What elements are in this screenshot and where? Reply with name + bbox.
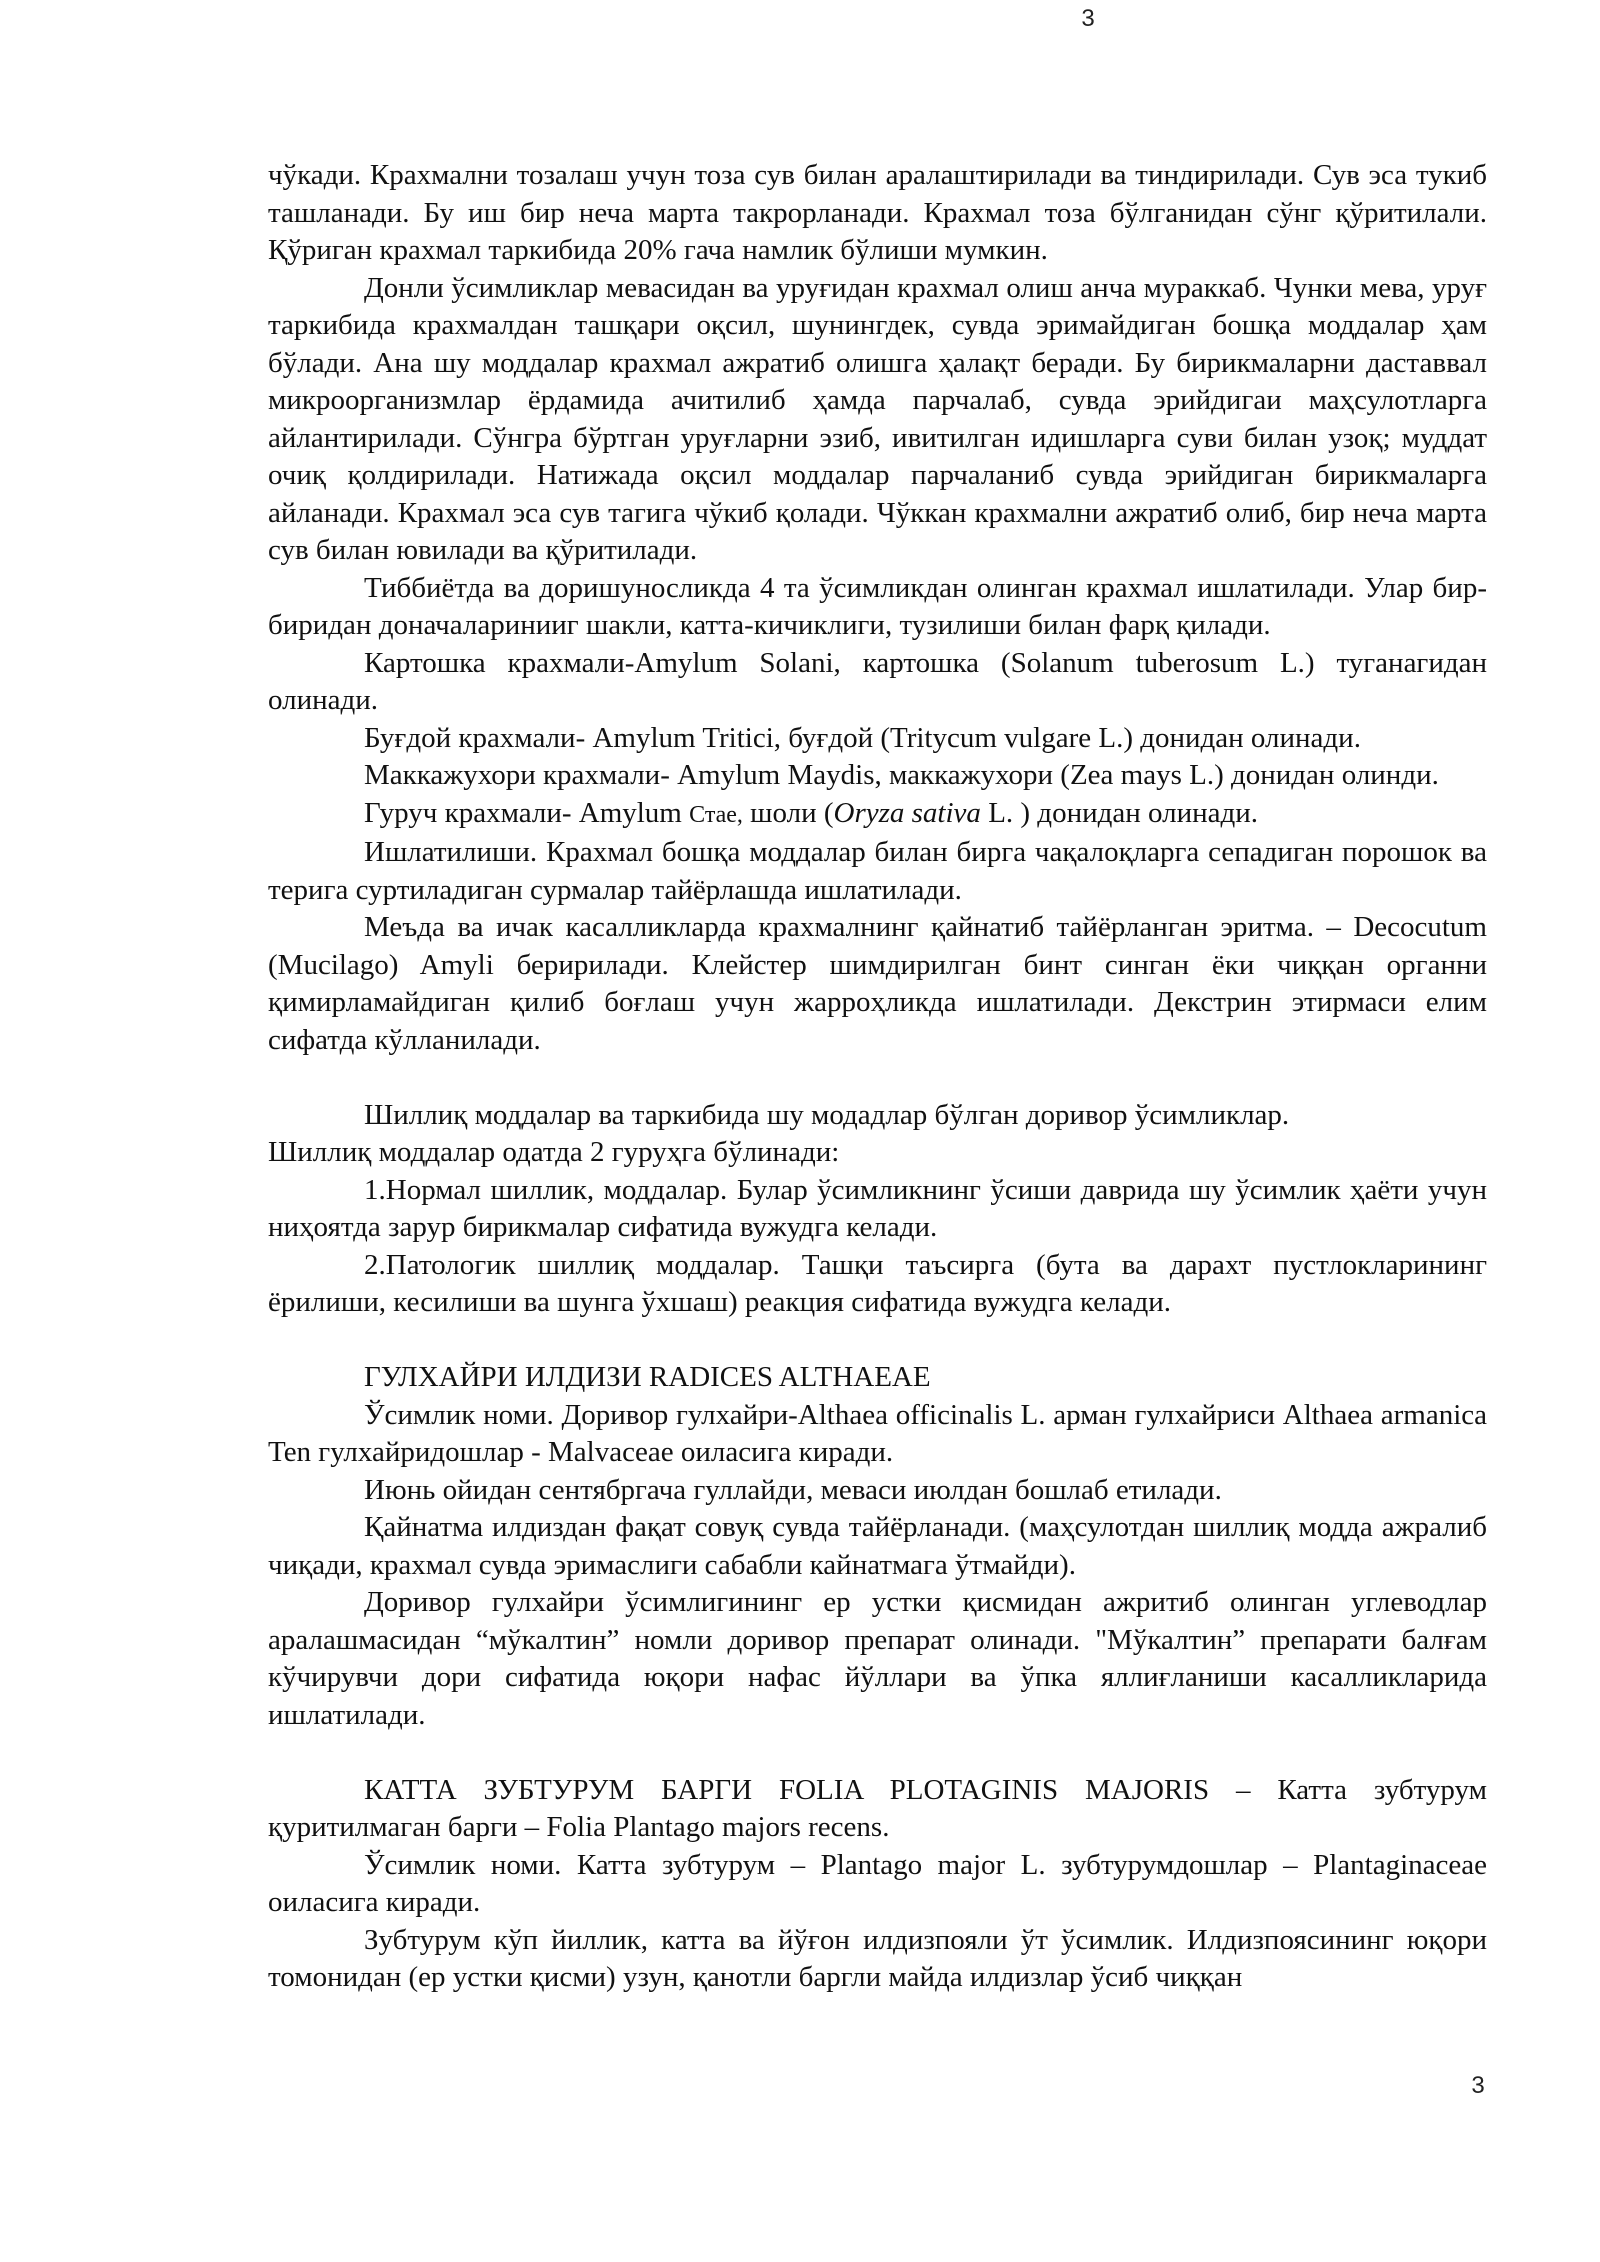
paragraph xyxy=(268,795,1487,835)
paragraph: Меъда ва ичак касалликларда крахмалнинг қайнатиб тайёрланган эритма. – Decocutum (Mucilago) Amyli беририлади. Клейстер шимдирилган бинт синган ёки чиққан органни қимирламайдиган қилиб боғлаш учун жарроҳликда ишлатилади. Декстрин этирмаси елим сифатда кўлланилади. xyxy=(268,911,1487,1056)
text-run: Стае, xyxy=(689,801,743,828)
spacer xyxy=(268,1322,1487,1360)
text-run: L. ) донидан олинади. xyxy=(980,796,1259,829)
list-item: 1.Нормал шиллик, моддалар. Булар ўсимликнинг ўсиши даврида шу ўсимлик ҳаёти учун ниҳоятда зарур бирикмалар сифатида вужудга келади. xyxy=(268,1173,1487,1243)
paragraph: Шиллиқ моддалар одатда 2 гуруҳга бўлинади: xyxy=(268,1136,840,1168)
paragraph: Зубтурум кўп йиллик, катта ва йўғон илдизпояли ўт ўсимлик. Илдизпоясининг юқори томонидан (ер устки қисми) узун, қанотли баргли майда илдизлар ўсиб чиққан xyxy=(268,1923,1487,1993)
paragraph: Картошка крахмали-Amylum Solani, картошка (Solanum tuberosum L.) туганагидан олинади. xyxy=(268,646,1487,716)
document-body xyxy=(268,157,1487,1997)
paragraph: Доривор гулхайри ўсимлигининг ер устки қисмидан ажритиб олинган углеводлар аралашмасидан “мўкалтин” номли доривор препарат олинади. "Мўкалтин” препарати балғам кўчирувчи дори сифатида юқори нафас йўллари ва ўпка яллиғланиши касалликларида ишлатилади. xyxy=(268,1586,1487,1731)
paragraph: Маккажухори крахмали- Amylum Maydis, маккажухори (Zea mays L.) донидан олинди. xyxy=(364,759,1439,791)
section-heading: КАТТА ЗУБТУРУМ БАРГИ FOLIA PLOTAGINIS MAJORIS – Катта зубтурум қуритилмаган барги – Folia Plantago majors recens. xyxy=(268,1773,1487,1843)
species-name: Oryza sativa xyxy=(833,796,981,829)
paragraph: Ўсимлик номи. Доривор гулхайри-Althaea officinalis L. арман гулхайриси Althaea armanica Ten гулхайридошлар - Malvaceae оиласига киради. xyxy=(268,1398,1487,1468)
list-item: 2.Патологик шиллиқ моддалар. Ташқи таъсирга (бута ва дарахт пустлокларининг ёрилиши, кесилиши ва шунга ўхшаш) реакция сифатида вужудга келади. xyxy=(268,1248,1487,1318)
paragraph: Қайнатма илдиздан фақат совуқ сувда тайёрланади. (маҳсулотдан шиллиқ модда ажралиб чиқади, крахмал сувда эримаслиги сабабли кайнатмага ўтмайди). xyxy=(268,1511,1487,1581)
text-run: Гуруч крахмали- Amylum xyxy=(364,796,690,829)
section-heading: Шиллиқ моддалар ва таркибида шу модадлар бўлган доривор ўсимликлар. xyxy=(364,1098,1290,1131)
paragraph: Буғдой крахмали- Amylum Tritici, буғдой (Tritycum vulgare L.) донидан олинади. xyxy=(364,721,1361,754)
text-run: шоли ( xyxy=(742,796,834,829)
paragraph: Ўсимлик номи. Катта зубтурум – Plantago major L. зубтурумдошлар – Plantaginaceae оиласига киради. xyxy=(268,1848,1487,1918)
paragraph: Ишлатилиши. Крахмал бошқа моддалар билан бирга чақалоқларга сепадиган порошок ва терига суртиладиган сурмалар тайёрлашда ишлатилади. xyxy=(268,836,1487,906)
spacer xyxy=(268,1059,1487,1097)
page-number-bottom: 3 xyxy=(1471,2072,1485,2099)
paragraph: Донли ўсимликлар мевасидан ва уруғидан крахмал олиш анча мураккаб. Чунки мева, уруғ таркибида крахмалдан ташқари оқсил, шунингдек, сувда эримайдиган бошқа моддалар ҳам бўлади. Ана шу моддалар крахмал ажратиб олишга ҳалақт беради. Бу бирикмаларни даставвал микроорганизмлар ёрдамида ачитилиб ҳамда парчалаб, сувда эрийдигаи маҳсулотларга айлантирилади. Сўнгра бўртган уруғларни эзиб, ивитилган идишларга суви билан узоқ; муддат очиқ қолдирилади. Натижада оқсил моддалар парчаланиб сувда эрийдиган бирикмаларга айланади. Крахмал эса сув тагига чўкиб қолади. Чўккан крахмални ажратиб олиб, бир неча марта сув билан ювилади ва қўритилади. xyxy=(268,271,1487,566)
paragraph: Тиббиётда ва доришуносликда 4 та ўсимликдан олинган крахмал ишлатилади. Улар бир-биридан доначаларинииг шакли, катта-кичиклиги, тузилиши билан фарқ қилади. xyxy=(268,571,1487,641)
paragraph: Июнь ойидан сентябргача гуллайди, меваси июлдан бошлаб етилади. xyxy=(364,1473,1222,1506)
section-heading: ГУЛХАЙРИ ИЛДИЗИ RADICES ALTHAEAE xyxy=(364,1361,931,1393)
paragraph: чўкади. Крахмални тозалаш учун тоза сув билан аралаштирилади ва тиндирилади. Сув эса тукиб ташланади. Бу иш бир неча марта такрорланади. Крахмал тоза бўлганидан сўнг қўритилали. Қўриган крахмал таркибида 20% гача намлик бўлиши мумкин. xyxy=(268,159,1487,266)
spacer xyxy=(268,1734,1487,1772)
page-number-top: 3 xyxy=(1081,5,1095,32)
